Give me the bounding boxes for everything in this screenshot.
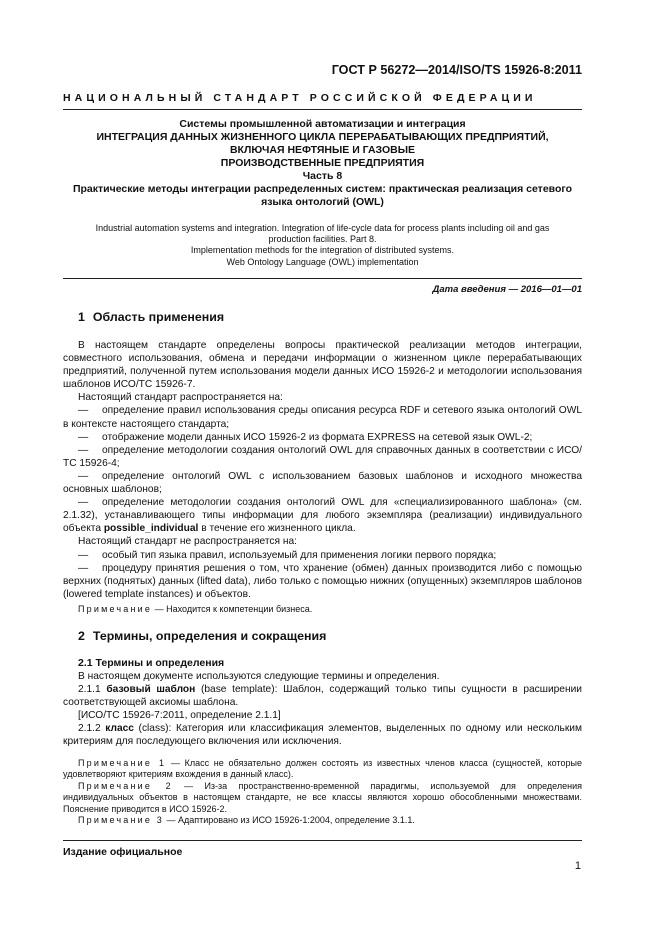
title-line: ИНТЕГРАЦИЯ ДАННЫХ ЖИЗНЕННОГО ЦИКЛА ПЕРЕРАБАТЫВАЮЩИХ ПРЕДПРИЯТИЙ, bbox=[96, 131, 549, 143]
title-line: Системы промышленной автоматизации и интеграция bbox=[179, 118, 466, 130]
subsection-2-1-heading: 2.1 Термины и определения bbox=[78, 657, 225, 669]
official-edition: Издание официальное bbox=[63, 846, 183, 858]
paragraph: Настоящий стандарт не распространяется на: bbox=[78, 536, 298, 548]
national-standard-banner: НАЦИОНАЛЬНЫЙ СТАНДАРТ РОССИЙСКОЙ ФЕДЕРАЦИИ bbox=[63, 92, 537, 104]
note-label: Примечание bbox=[78, 604, 153, 614]
paragraph: В настоящем стандарте определены вопросы практической реализации методов интеграции, совместного использования, обмена и передачи информации о жизненном цикле перерабатывающих предприятий, полученной путем использования модели данных ИСО 15926-2 и методологии использования шаблонов ИСО/ТС 15926-7. bbox=[63, 340, 582, 391]
section-title: Область применения bbox=[92, 310, 225, 324]
dash: — bbox=[78, 431, 89, 443]
dash: — bbox=[78, 549, 89, 561]
term-possible-individual: possible_individual bbox=[103, 523, 199, 535]
section-2-notes bbox=[63, 758, 582, 826]
date-rule bbox=[63, 278, 582, 279]
dash: — bbox=[78, 405, 89, 417]
list-item: — определение методологии создания онтологий OWL для «специализированного шаблона» (см. 2.1.32), устанавливающего типы информации для любого экземпляра (реализации) индивидуального объекта possible_individual в течение его жизненного цикла. bbox=[63, 497, 582, 535]
title-en-line: production facilities. Part 8. bbox=[268, 234, 377, 245]
introduction-date: Дата введения — 2016—01—01 bbox=[432, 284, 582, 295]
title-line: языка онтологий (OWL) bbox=[261, 196, 384, 208]
title-en-line: Web Ontology Language (OWL) implementation bbox=[226, 256, 419, 267]
page-number: 1 bbox=[574, 860, 581, 872]
list-item: — определение методологии создания онтологий OWL для справочных данных в соответствии с ИСО/ТС 15926-4; bbox=[63, 444, 582, 469]
section-1-heading bbox=[78, 310, 224, 324]
section-title: Термины, определения и сокращения bbox=[92, 629, 327, 643]
section-2-heading bbox=[78, 629, 326, 643]
list-item: — определение онтологий OWL с использованием базовых шаблонов и исходного множества основных шаблонов; bbox=[63, 470, 582, 496]
section-1-body bbox=[63, 339, 582, 601]
term-2-1-2: 2.1.2 класс (class): Категория или классификация элементов, выделенных по одному или нескольким критериям для последующего включения или исключения. bbox=[63, 723, 582, 748]
footer-rule bbox=[63, 840, 582, 841]
section-number: 1 bbox=[78, 310, 85, 324]
title-line: Практические методы интеграции распределенных систем: практическая реализация сетевого bbox=[72, 183, 573, 195]
title-block-en bbox=[63, 223, 582, 268]
section-2-body bbox=[63, 670, 582, 749]
note: Примечание 2 — Из-за пространственно-временной парадигмы, используемой для определения индивидуальных объектов в настоящем стандарте, не все классы являются хорошо обособленными множествами. Пояснение приводится в ИСО 15926-2. bbox=[63, 780, 583, 814]
note: Примечание 1 — Класс не обязательно должен состоять из известных членов класса (сущностей, которые удовлетворяют критериям вхождения в данный класс). bbox=[63, 758, 582, 780]
list-item: — особый тип языка правил, используемый для применения логики первого порядка; bbox=[78, 549, 497, 561]
standard-code: ГОСТ Р 56272—2014/ISO/TS 15926-8:2011 bbox=[331, 63, 582, 77]
header-rule bbox=[63, 109, 582, 110]
dash: — bbox=[78, 470, 89, 482]
title-en-line: Industrial automation systems and integration. Integration of life-cycle data for process plants including oil and gas bbox=[95, 223, 550, 233]
list-item: — процедуру принятия решения о том, что хранение (обмен) данных производится либо с помощью верхних (поднятых) данных (lifted data), либо только с помощью нижних (опущенных) экземпляров шаблонов (lowered template instances) и объектов. bbox=[63, 562, 582, 600]
title-line: ВКЛЮЧАЯ НЕФТЯНЫЕ И ГАЗОВЫЕ bbox=[229, 144, 416, 156]
note: Примечание 3 — Адаптировано из ИСО 15926-1:2004, определение 3.1.1. bbox=[78, 815, 415, 826]
term-reference: [ИСО/ТС 15926-7:2011, определение 2.1.1] bbox=[78, 710, 281, 722]
dash: — bbox=[78, 497, 89, 509]
paragraph: В настоящем документе используются следующие термины и определения. bbox=[78, 671, 440, 682]
title-block-ru bbox=[63, 118, 582, 209]
section-number: 2 bbox=[78, 629, 85, 643]
title-line: Часть 8 bbox=[302, 170, 343, 182]
paragraph: Настоящий стандарт распространяется на: bbox=[78, 392, 283, 404]
dash: — bbox=[78, 444, 89, 456]
term-2-1-1: 2.1.1 базовый шаблон (base template): Шаблон, содержащий только типы сущности в расширении соответствующей аксиомы шаблона. bbox=[63, 684, 582, 709]
title-line: ПРОИЗВОДСТВЕННЫЕ ПРЕДПРИЯТИЯ bbox=[220, 157, 425, 169]
list-item: — определение правил использования среды описания ресурса RDF и сетевого языка онтологий OWL в контексте настоящего стандарта; bbox=[63, 405, 582, 430]
section-1-note: Примечание — Находится к компетенции бизнеса. bbox=[78, 604, 313, 614]
title-en-line: Implementation methods for the integration of distributed systems. bbox=[190, 245, 455, 256]
list-item: — отображение модели данных ИСО 15926-2 из формата EXPRESS на сетевой язык OWL-2; bbox=[78, 431, 533, 443]
dash: — bbox=[78, 562, 89, 574]
